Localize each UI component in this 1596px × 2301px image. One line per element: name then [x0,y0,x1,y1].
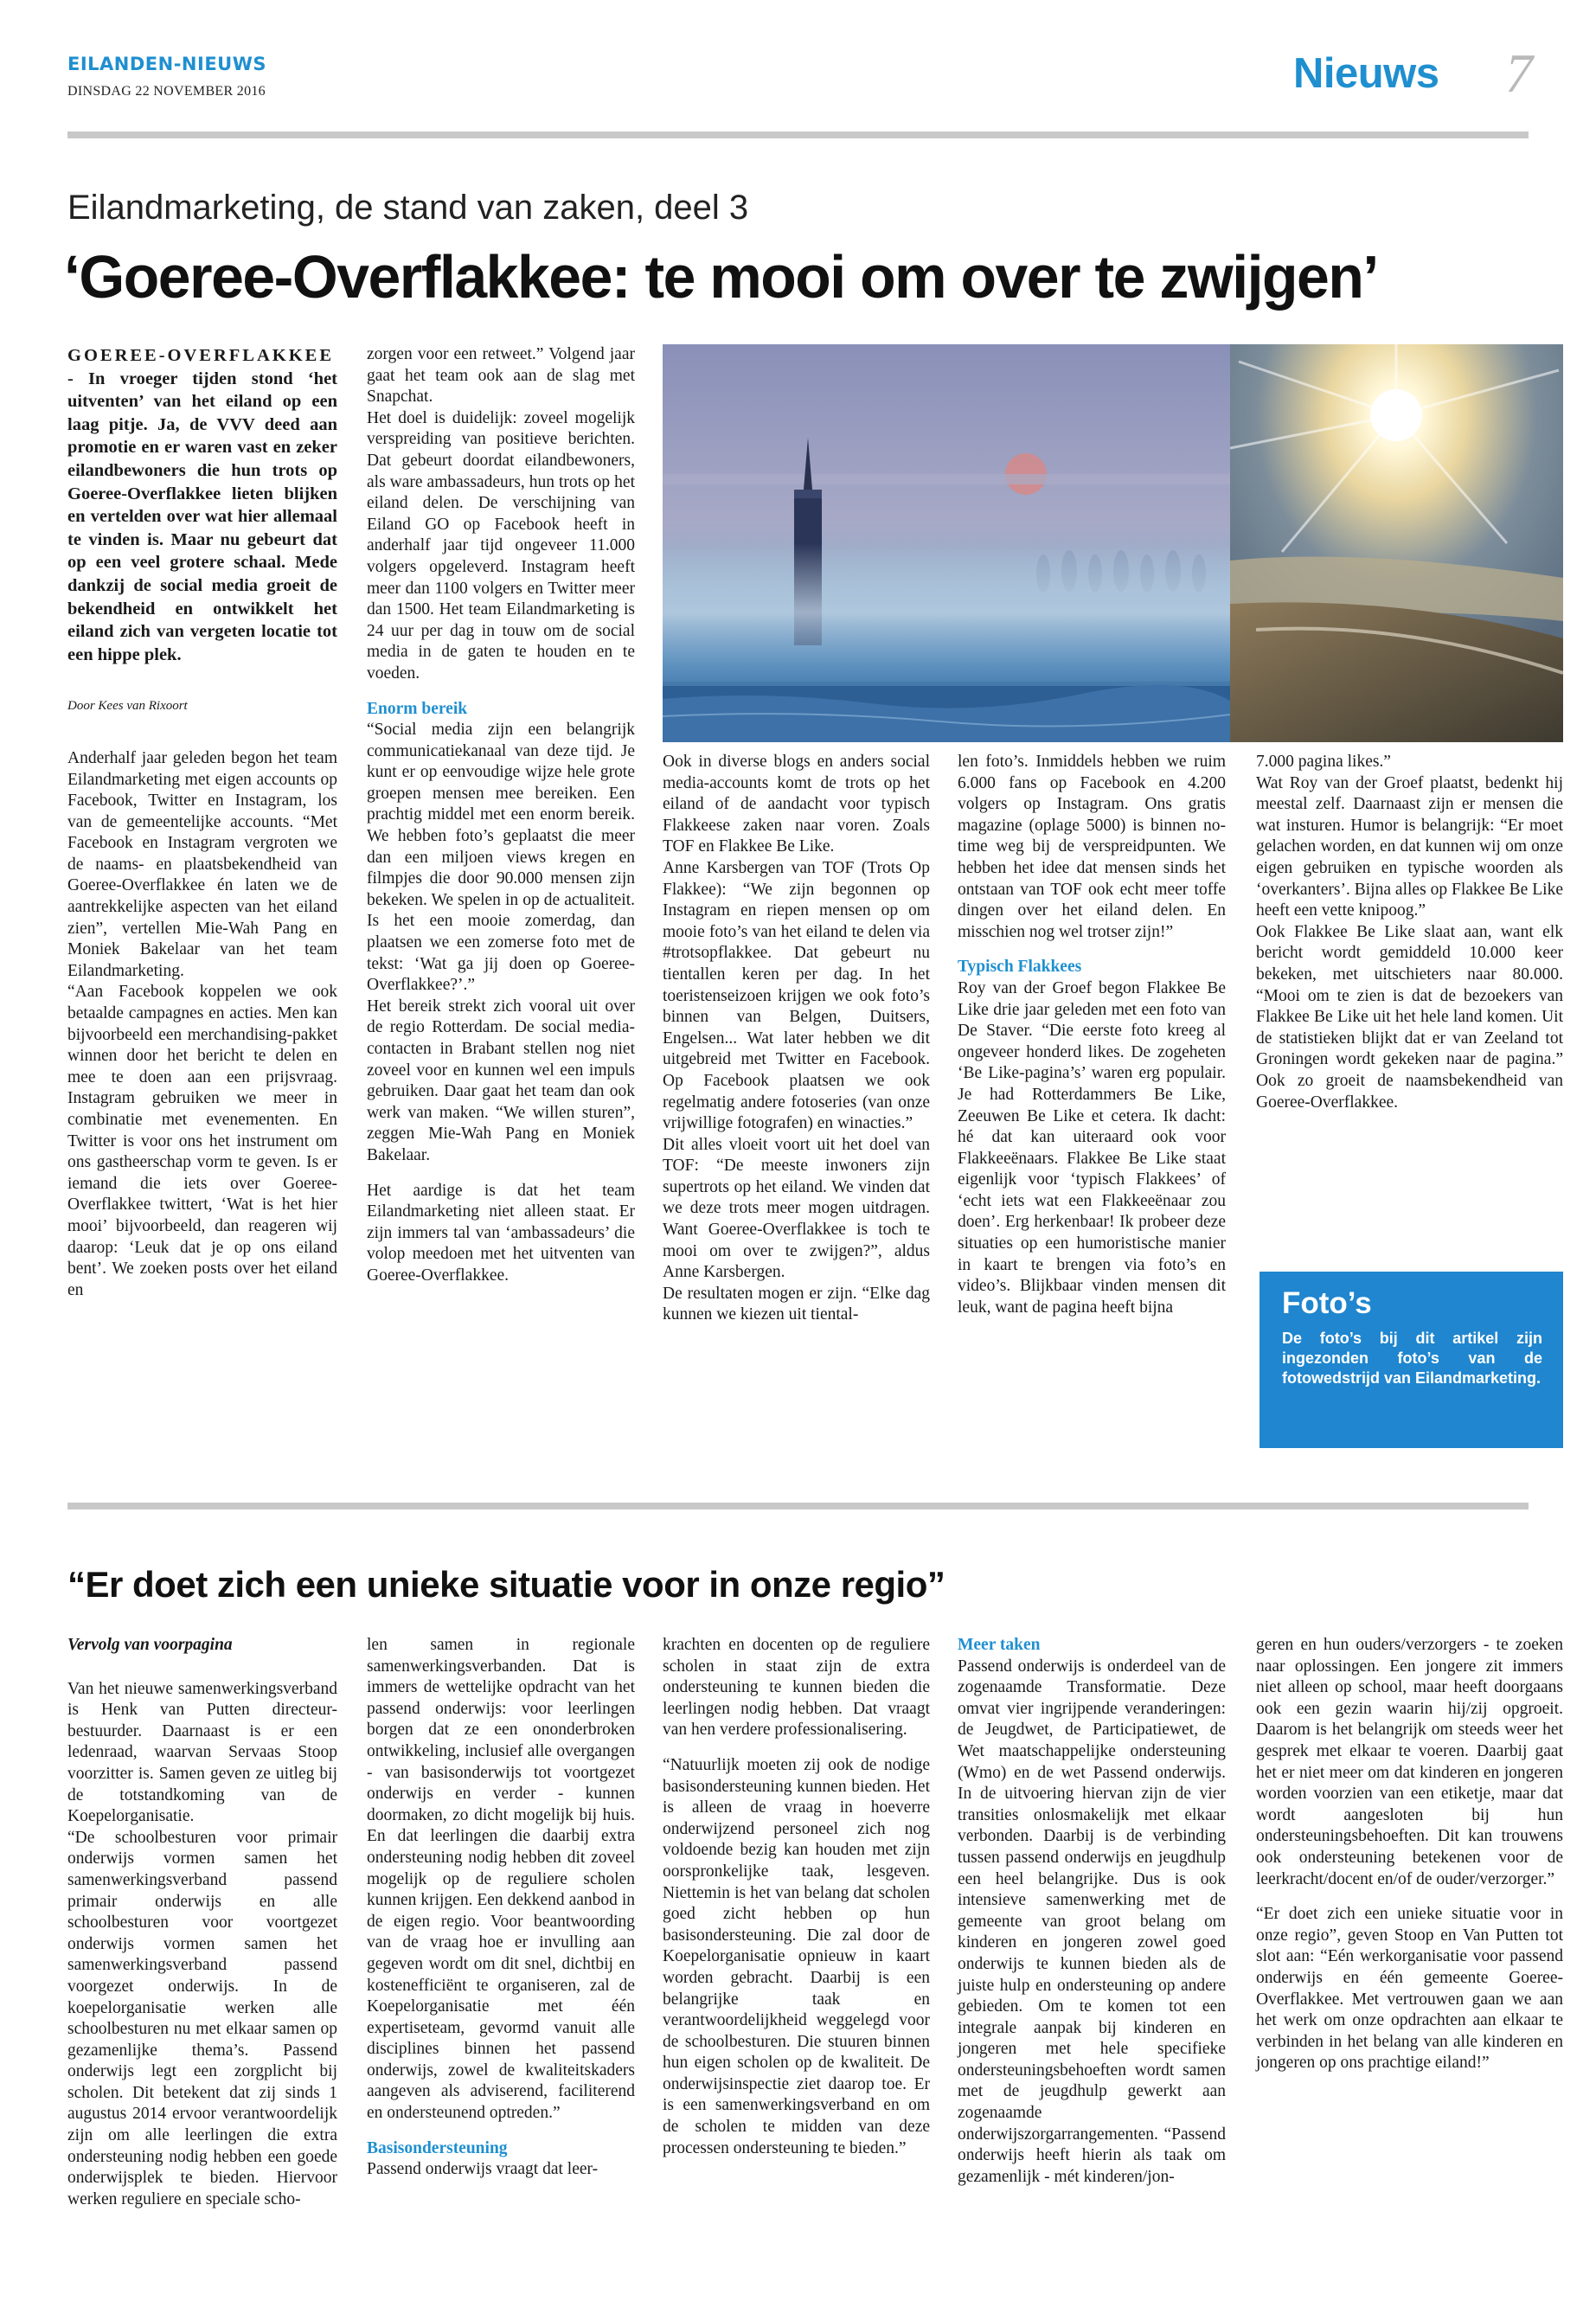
body-paragraph: Ook in diverse blogs en anders social media-accounts komt de trots op het eiland of de aandacht voor typisch Flakkeese zaken naar voren. Zoals TOF en Flakkee Be Like. [663,753,930,856]
subheading-basisondersteuning: Basisondersteuning [367,2138,508,2157]
body-paragraph: len foto’s. Inmiddels hebben we ruim 6.000 fans op Facebook en 4.200 volgers op Instagram. Ons gratis magazine (oplage 5000) is binnen no-time weg bij de verspreidpunten. We hebben het idee dat mensen sinds het ontstaan van TOF ook echt meer toffe dingen over het eiland delen. En misschien nog wel trotser zijn!” [958,753,1226,941]
section-name: Nieuws [1293,50,1439,97]
body-paragraph: Passend onderwijs is onderdeel van de zogenaamde Transformatie. Deze omvat vier ingrijpende veranderingen: de Jeugdwet, de Participatiewet, de Wet maatschappelijke ondersteuning (Wmo) en de wet Passend onderwijs. In de uitvoering hiervan zijn de vier transities onlosmakelijk met elkaar verbonden. Daarbij is de verbinding tussen passend onderwijs en jeugdhulp een heel belangrijke. Dus is ook intensieve samenwerking met de gemeente van groot belang om kinderen en jongeren zowel goed onderwijs te kunnen bieden als de juiste hulp en ondersteuning op andere gebieden. Om te komen tot een integrale aanpak bij kinderen en jongeren met hele specifieke ondersteuningsbehoeften wordt samen met de jeugdhulp gewerkt aan zogenaamde onderwijszorgarrangementen. “Passend onderwijs heeft hierin als taak om gezamenlijk - mét kinderen/jon- [958,1657,1226,2186]
dateline: GOEREE-OVERFLAKKEE [67,346,335,365]
body-paragraph: zorgen voor een retweet.” Volgend jaar gaat het team ook aan de slag met Snapchat. [367,345,635,407]
body-paragraph: “Natuurlijk moeten zij ook de nodige basisondersteuning kunnen bieden. Het is alleen de vraag in hoeverre onderwijzend personeel zich nog voldoende bezig kan houden met zijn oorspronkelijke taak, lesgeven. Niettemin is het van belang dat scholen goed zicht hebben op hun basisondersteuning. Die zal door de Koepelorganisatie opnieuw in kaart worden gebracht. Daarbij is een belangrijke taak en verantwoordelijkheid weggelegd voor de schoolbesturen. Die stuuren binnen hun eigen scholen op de kwaliteit. De onderwijsinspectie ziet daarop toe. Er is een samenwerkingsverband en om de scholen te midden van deze processen ondersteuning te bieden.” [663,1755,930,2157]
lead-paragraph [67,344,337,666]
subheading-meer-taken: Meer taken [958,1636,1041,1654]
issue-date: DINSDAG 22 NOVEMBER 2016 [67,84,266,99]
foggy-tower-image [663,344,1230,742]
lead-text: - In vroeger tijden stond ‘het uitventen’ van het eiland op een laag pitje. Ja, de VVV deed aan promotie en er waren vast en zeker eilandbewoners die hun trots op Goeree-Overflakkee lieten blijken en vertelden over wat hier allemaal te vinden is. Maar nu gebeurt dat op een veel grotere schaal. Mede dankzij de social media groeit de bekendheid en ontwikkelt het eiland zich van vergeten locatie tot een hippe plek. [67,369,337,664]
sunlit-beach-image [1230,344,1563,742]
body-paragraph: Passend onderwijs vraagt dat leer- [367,2160,599,2179]
article1-column-5 [1256,752,1563,1113]
header-rule [67,131,1529,138]
body-paragraph: krachten en docenten op de reguliere scholen in staat zijn de extra ondersteuning te kunnen bieden die leerlingen nodig hebben. Dat vraagt van hen verdere professionalisering. [663,1636,930,1740]
body-paragraph: 7.000 pagina likes.” [1256,753,1391,771]
article2-column-2 [367,1635,635,2181]
photo-foggy-tower [663,344,1230,742]
body-paragraph: Roy van der Groef begon Flakkee Be Like drie jaar geleden met een foto van De Staver. “Die eerste foto kreeg al ongeveer honderd likes. De zogeheten ‘Be Like-pagina’s’ waren erg populair. Je had Rotterdammers Be Like, Zeeuwen Be Like et cetera. Ik dacht: hé dat kan uiteraard ook voor Flakkeeënaars. Flakkee Be Like staat eigenlijk voor ‘typisch Flakkees’ of ‘echt iets wat een Flakkeeënaar zou doen’. Erg herkenbaar! Ik probeer deze situaties op een humoristische manier in kaart te brengen via foto’s en video’s. Blijkbaar vinden mensen dit leuk, want de pagina heeft bijna [958,978,1226,1317]
masthead-logo: EILANDEN-NIEUWS [67,54,267,74]
body-paragraph: Anderhalf jaar geleden begon het team Eilandmarketing met eigen accounts op Facebook, Twitter en Instagram, los van de gemeentelijke accounts. “Met Facebook en Instagram vergroten we de naams- en plaatsbekendheid van Goeree-Overflakkee én laten we de aantrekkelijke aspecten van het eiland zien”, vertellen Mie-Wah Pang en Moniek Bakelaar van het team Eilandmarketing. [67,748,337,980]
article2-column-3 [663,1635,930,2159]
article-divider [67,1503,1529,1509]
body-paragraph: geren en hun ouders/verzorgers - te zoeken naar oplossingen. Een jongere zit immers niet alleen op school, maar heeft doorgaans ook een gezin waarin hij/zij opgroeit. Daarom is het belangrijk om steeds weer het gesprek met elkaar te voeren. Daarbij gaat het er niet meer om dat kinderen en jongeren worden voorzien van een etiketje, maar dat wordt aangesloten bij hun ondersteuningsbehoeften. Dit kan trouwens ook ondersteuning betekenen voor de leerkracht/docent en/of de ouder/verzorger.” [1256,1636,1563,1888]
article1-column-3 [663,752,930,1326]
body-paragraph: Wat Roy van der Groef plaatst, bedenkt hij meestal zelf. Daarnaast zijn er mensen die wat insturen. Humor is belangrijk: “Er moet gelachen worden, en dat kunnen wij om onze eigen gebruiken en typische woorden als ‘overkanters’. Bijna alles op Flakkee Be Like heeft een vette knipoog.” [1256,773,1563,920]
info-box-title: Foto’s [1282,1286,1372,1320]
body-paragraph: “Aan Facebook koppelen we ook betaalde campagnes en acties. Men kan bijvoorbeeld een merchandising-pakket winnen door het bericht te delen en mee te doen aan een prijsvraag. Instagram gebruiken we meer in combinatie met evenementen. En Twitter is voor ons het instrument om ons gastheerschap vorm te geven. Is er iemand die iets over Goeree-Overflakkee twittert, ‘Wat is het hier mooi’ bijvoorbeeld, dan reageren wij daarop: ‘Leuk dat je op ons eiland bent’. We zoeken posts over het eiland en [67,983,337,1299]
article2-column-5 [1256,1635,1563,2074]
article-headline: ‘Goeree-Overflakkee: te mooi om over te zwijgen’ [64,243,1378,311]
article1-column-2 [367,344,635,1287]
body-paragraph: “Er doet zich een unieke situatie voor in onze regio”, geven Stoop en Van Putten tot slot aan: “Eén werkorganisatie voor passend onderwijs en één gemeente Goeree-Overflakkee. Met vertrouwen gaan we aan het werk om onze opdrachten aan elkaar te verbinden in het belang van alle kinderen en jongeren op ons prachtige eiland!” [1256,1905,1563,2073]
article-kicker: Eilandmarketing, de stand van zaken, deel 3 [67,189,749,227]
subheading-enorm-bereik: Enorm bereik [367,699,468,718]
body-paragraph: Het bereik strekt zich vooral uit over de regio Rotterdam. De social media-contacten in Brabant stellen nog niet zoveel voor en kunnen wel een impuls gebruiken. Daar gaat het team dan ook werk van maken. “We willen sturen”, zeggen Mie-Wah Pang en Moniek Bakelaar. [367,997,635,1164]
body-paragraph: Ook Flakkee Be Like slaat aan, want elk bericht wordt gemiddeld 10.000 keer bekeken, met uitschieters naar 80.000. “Mooi om te zien is dat de bezoekers van Flakkee Be Like uit het hele land komen. Uit de statistieken blijkt dat er van Zeeland tot Groningen wordt gekeken naar de pagina.” Ook zo groeit de naamsbekendheid van Goeree-Overflakkee. [1256,922,1563,1112]
article1-column-1 [67,344,337,1301]
photos-info-box [1259,1272,1563,1448]
body-paragraph: Dit alles vloeit voort uit het doel van TOF: “De meeste inwoners zijn supertrots op het eiland. We vinden dat we deze trots meer mogen uitdragen. Want Goeree-Overflakkee is toch te mooi om over te zwijgen?”, aldus Anne Karsbergen. [663,1135,930,1282]
body-paragraph: Het doel is duidelijk: zoveel mogelijk verspreiding van positieve berichten. Dat gebeurt doordat eilandbewoners, als ware ambassadeurs, hun trots op het eiland delen. De verschijning van Eiland GO op Facebook heeft in anderhalf jaar tijd ongeveer 11.000 volgers opgeleverd. Instagram heeft meer dan 1100 volgers en Twitter meer dan 1500. Het team Eilandmarketing is 24 uur per dag in touw om de social media in de gaten te houden en te voeden. [367,408,635,683]
body-paragraph: Het aardige is dat het team Eilandmarketing niet alleen staat. Er zijn immers tal van ‘ambassadeurs’ die volop meedoen met het uitventen van Goeree-Overflakkee. [367,1181,635,1285]
body-paragraph: Anne Karsbergen van TOF (Trots Op Flakkee): “We zijn begonnen op Instagram en riepen mensen op om mooie foto’s van het eiland te delen via #trotsopflakkee. Dat gebeurt nu tientallen keren per dag. In het toeristenseizoen krijgen we ook foto’s binnen van Belgen, Duitsers, Engelsen... Wat later hebben we dit uitgebreid met Twitter en Facebook. Op Facebook plaatsen we ook regelmatig andere fotoseries (van onze vrijwillige fotografen) en winacties.” [663,858,930,1133]
article1-column-4 [958,752,1226,1318]
body-paragraph: “Social media zijn een belangrijk communicatiekanaal van deze tijd. Je kunt er op eenvoudige wijze hele grote groepen mensen mee bereiken. Een prachtig middel met een enorm bereik. We hebben foto’s geplaatst die meer dan een miljoen views kregen en filmpjes die door 90.000 mensen zijn bekeken. We spelen in op de actualiteit. Is het een mooie zomerdag, dan plaatsen we een zomerse foto met de tekst: ‘Wat ga jij doen op Goeree-Overflakkee?’.” [367,721,635,995]
body-paragraph: len samen in regionale samenwerkingsverbanden. Dat is immers de wettelijke opdracht van het passend onderwijs: voor leerlingen borgen dat ze een ononderbroken ontwikkeling, inclusief alle overgangen - van basisonderwijs tot voortgezet onderwijs en verder - kunnen doormaken, zo dicht mogelijk bij huis. En dat leerlingen die daarbij extra ondersteuning nodig hebben dit zoveel mogelijk op de reguliere scholen kunnen krijgen. Een dekkend aanbod in de eigen regio. Voor beantwoording van de vraag hoe er invulling aan gegeven wordt om dit snel, dichtbij en kostenefficiënt te organiseren, zal de Koepelorganisatie met één expertiseteam, gevormd vanuit alle disciplines binnen het passend onderwijs, zowel de kwaliteitskaders aangeven als adviserend, faciliterend en ondersteunend optreden.” [367,1636,635,2123]
body-paragraph: “De schoolbesturen voor primair onderwijs vormen samen het samenwerkingsverband passend primair onderwijs en alle schoolbesturen voor voortgezet onderwijs vormen samen het samenwerkingsverband passend voorgezet onderwijs. In de koepelorganisatie werken alle schoolbesturen nu met elkaar samen op gezamenlijke thema’s. Passend onderwijs legt een zorgplicht bij scholen. Dit betekent dat zij sinds 1 augustus 2014 ervoor verantwoordelijk zijn om alle leerlingen die extra ondersteuning nodig hebben een goede onderwijsplek te bieden. Hiervoor werken reguliere en speciale scho- [67,1828,337,2208]
page-number: 7 [1505,42,1533,104]
body-paragraph: De resultaten mogen er zijn. “Elke dag kunnen we kiezen uit tiental- [663,1284,930,1324]
body-paragraph: Van het nieuwe samenwerkingsverband is Henk van Putten directeur-bestuurder. Daarnaast is er een ledenraad, waarvan Servaas Stoop voorzitter is. Samen geven ze uitleg bij de totstandkoming van de Koepelorganisatie. [67,1679,337,1826]
article2-column-1 [67,1635,337,2210]
article2-headline: “Er doet zich een unieke situatie voor in onze regio” [67,1564,945,1605]
byline: Door Kees van Rixoort [67,699,188,714]
info-box-text: De foto’s bij dit artikel zijn ingezonden foto’s van de fotowedstrijd van Eilandmarketing. [1282,1330,1542,1387]
article2-column-4 [958,1635,1226,2188]
continued-from-front: Vervolg van voorpagina [67,1636,233,1654]
subheading-typisch-flakkees: Typisch Flakkees [958,958,1082,977]
photo-sunlit-beach [1230,344,1563,742]
